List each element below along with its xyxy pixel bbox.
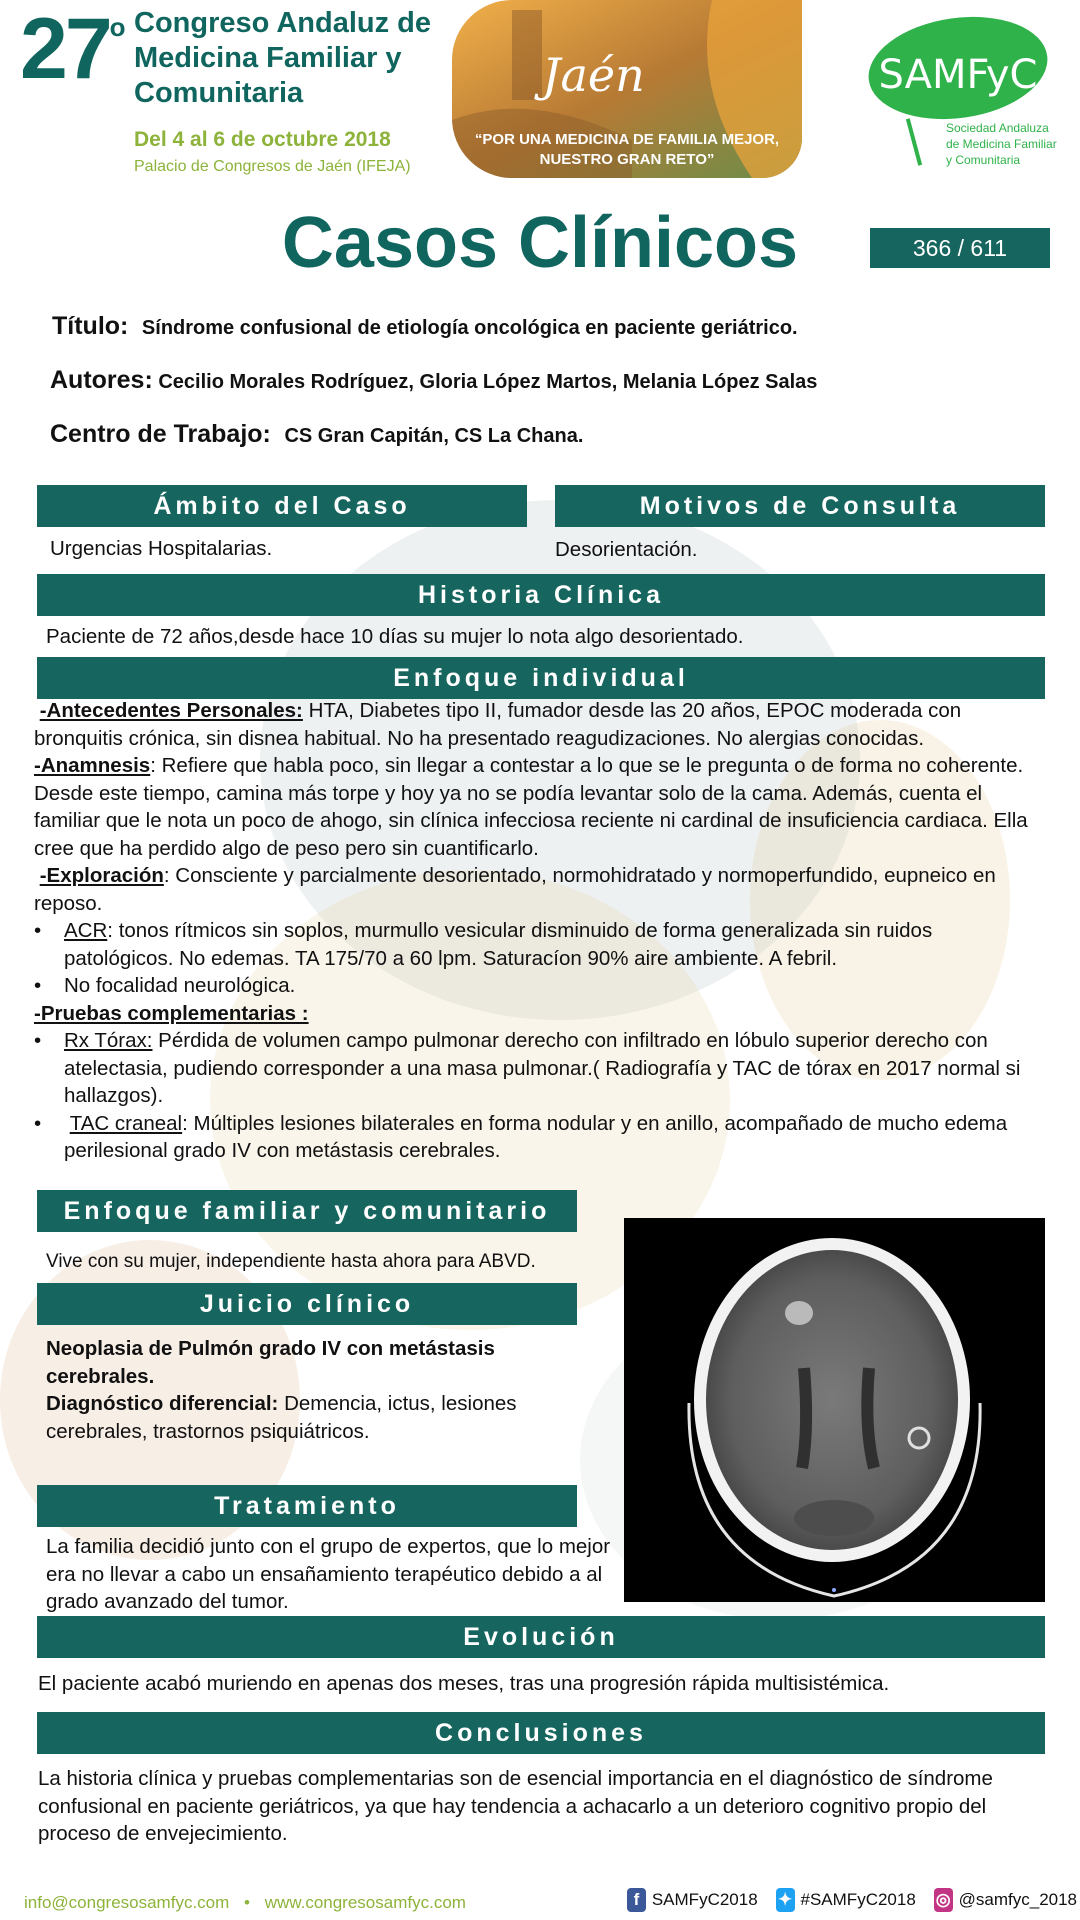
case-number: 366 / 611: [870, 228, 1050, 268]
jaen-slogan: [452, 130, 802, 170]
autores-value: Cecilio Morales Rodríguez, Gloria López Martos, Melania López Salas: [158, 371, 818, 393]
footer-contact: [24, 1893, 466, 1913]
footer-website[interactable]: www.congresosamfyc.com: [264, 1893, 466, 1912]
historia-header: Historia Clínica: [37, 574, 1045, 616]
juicio-diff: [46, 1390, 586, 1445]
congress-venue: Palacio de Congresos de Jaén (IFEJA): [134, 158, 411, 175]
ambito-text: Urgencias Hospitalarias.: [50, 537, 273, 560]
centro-value: CS Gran Capitán, CS La Chana.: [284, 425, 584, 447]
tratamiento-text: La familia decidió junto con el grupo de expertos, que lo mejor era no llevar a cabo un ensañamiento terapéutico debido a al grado avanzado del tumor.: [46, 1535, 611, 1613]
footer-social: [627, 1888, 1077, 1912]
footer-email[interactable]: info@congresosamfyc.com: [24, 1893, 230, 1912]
historia-text: Paciente de 72 años,desde hace 10 días su mujer lo nota algo desorientado.: [46, 625, 744, 648]
exploracion-paragraph: [34, 862, 1034, 917]
antecedentes-label: -Antecedentes Personales:: [39, 699, 303, 722]
acr-text: : tonos rítmicos sin soplos, murmullo vesicular disminuido de forma generalizada sin ruidos patológicos. No edemas. TA 175/70 a 60 lpm. Saturacíon 90% aire ambiente. A febril.: [64, 919, 933, 970]
evolucion-text: El paciente acabó muriendo en apenas dos meses, tras una progresión rápida multisistémica.: [38, 1672, 890, 1695]
familiar-text: Vive con su mujer, independiente hasta ahora para ABVD.: [46, 1251, 536, 1272]
juicio-diagnosis: Neoplasia de Pulmón grado IV con metástasis cerebrales.: [46, 1337, 495, 1388]
rx-label: Rx Tórax:: [64, 1029, 153, 1052]
conclusiones-header: Conclusiones: [37, 1712, 1045, 1754]
titulo-value: Síndrome confusional de etiología oncológica en paciente geriátrico.: [141, 317, 798, 339]
anamnesis-text: : Refiere que habla poco, sin llegar a contestar a lo que se le pregunta o de forma no coherente. Desde este tiempo, camina más torpe y hoy ya no se podía levantar solo de la cama. Además, cuenta el familiar que le nota un poco de ahogo, sin clínica infecciosa reciente ni cardinal de insuficiencia cardiaca. Ella cree que ha perdido algo de peso pero sin cuantificarlo.: [34, 754, 1028, 860]
congress-edition: [20, 1, 126, 97]
anamnesis-paragraph: [34, 752, 1034, 862]
centro-label: Centro de Trabajo:: [50, 420, 271, 448]
pruebas-label: -Pruebas complementarias :: [34, 1001, 309, 1025]
titulo-label: Título:: [52, 312, 129, 340]
jaen-banner: [452, 0, 802, 178]
tac-text: : Múltiples lesiones bilaterales en forma nodular y en anillo, acompañado de mucho edema perilesional grado IV con metástasis cerebrales.: [64, 1111, 1008, 1162]
page-title: Casos Clínicos: [281, 203, 799, 283]
exploracion-label: -Exploración: [39, 864, 164, 887]
tac-item: [34, 1110, 1034, 1165]
focalidad-item: • No focalidad neurológica.: [34, 972, 1034, 1000]
edition-number: 27: [20, 1, 110, 97]
case-title: [52, 312, 798, 341]
exploracion-list: [34, 917, 1034, 1000]
tac-label: TAC craneal: [69, 1111, 183, 1135]
evolucion-header: Evolución: [37, 1616, 1045, 1658]
acr-label: ACR: [64, 919, 108, 942]
case-center: [50, 420, 583, 449]
samfyc-logo-text: SAMFyC: [878, 52, 1038, 98]
antecedentes-text: HTA, Diabetes tipo II, fumador desde las 20 años, EPOC moderada con bronquitis crónica, sin disnea habitual. No ha presentado reagudizaciones. No alergias conocidas.: [34, 699, 962, 750]
facebook-icon[interactable]: f: [627, 1888, 646, 1912]
congress-dates: Del 4 al 6 de octubre 2018: [134, 128, 391, 151]
enfoque-body: [34, 697, 1034, 1165]
ambito-header: Ámbito del Caso: [37, 485, 527, 527]
congress-title-line1: Congreso Andaluz de: [134, 7, 431, 39]
instagram-icon[interactable]: ◎: [934, 1888, 953, 1912]
tratamiento-header: Tratamiento: [37, 1485, 577, 1527]
familiar-header: Enfoque familiar y comunitario: [37, 1190, 577, 1232]
twitter-handle[interactable]: #SAMFyC2018: [800, 1890, 916, 1909]
motivos-text: Desorientación.: [555, 538, 698, 561]
slogan-line2: NUESTRO GRAN RETO”: [539, 151, 715, 168]
edition-suffix: o: [109, 12, 126, 42]
footer-separator: •: [244, 1893, 250, 1912]
exploracion-text: : Consciente y parcialmente desorientado, normohidratado y normoperfundido, eupneico en reposo.: [34, 864, 996, 915]
jaen-city: Jaén: [542, 48, 645, 102]
instagram-handle[interactable]: @samfyc_2018: [958, 1890, 1078, 1909]
case-authors: [50, 366, 817, 395]
ct-brain-drawing: [624, 1218, 1045, 1602]
motivos-header: Motivos de Consulta: [555, 485, 1045, 527]
juicio-header: Juicio clínico: [37, 1283, 577, 1325]
enfoque-header: Enfoque individual: [37, 657, 1045, 699]
society-line1: Sociedad Andaluza: [946, 121, 1049, 135]
antecedentes-paragraph: [34, 697, 1034, 752]
congress-title-line3: Comunitaria: [134, 77, 304, 109]
pruebas-list: [34, 1027, 1034, 1165]
juicio-diff-label: Diagnóstico diferencial:: [46, 1392, 279, 1415]
rx-text: Pérdida de volumen campo pulmonar derecho con infiltrado en lóbulo superior derecho con atelectasia, pudiendo corresponder a una masa pulmonar.( Radiografía y TAC de tórax en 2017 normal si hallazgos).: [64, 1029, 1021, 1107]
autores-label: Autores:: [50, 366, 153, 394]
samfyc-society: [946, 120, 1057, 168]
slogan-line1: “POR UNA MEDICINA DE FAMILIA MEJOR,: [474, 131, 780, 148]
ct-scan-image: [624, 1218, 1045, 1602]
congress-title-line2: Medicina Familiar y: [134, 42, 402, 74]
logo-swoosh: [906, 118, 922, 165]
conclusiones-text: La historia clínica y pruebas complementarias son de esencial importancia en el diagnóstico de síndrome confusional en paciente geriátricos, ya que hay tendencia a achacarlo a un deterioro cognitivo propio del proceso de envejecimiento.: [38, 1767, 993, 1845]
facebook-handle[interactable]: SAMFyC2018: [651, 1890, 758, 1909]
juicio-diff-text: Demencia, ictus, lesiones cerebrales, trastornos psiquiátricos.: [46, 1392, 517, 1443]
society-line3: y Comunitaria: [946, 153, 1021, 167]
anamnesis-label: -Anamnesis: [34, 754, 151, 777]
congress-title: [134, 6, 464, 111]
pruebas-paragraph: [34, 1000, 1034, 1028]
society-line2: de Medicina Familiar: [946, 137, 1057, 151]
juicio-body: [46, 1335, 586, 1445]
twitter-icon[interactable]: ✦: [776, 1888, 795, 1912]
rx-item: [34, 1027, 1034, 1110]
acr-item: [34, 917, 1034, 972]
